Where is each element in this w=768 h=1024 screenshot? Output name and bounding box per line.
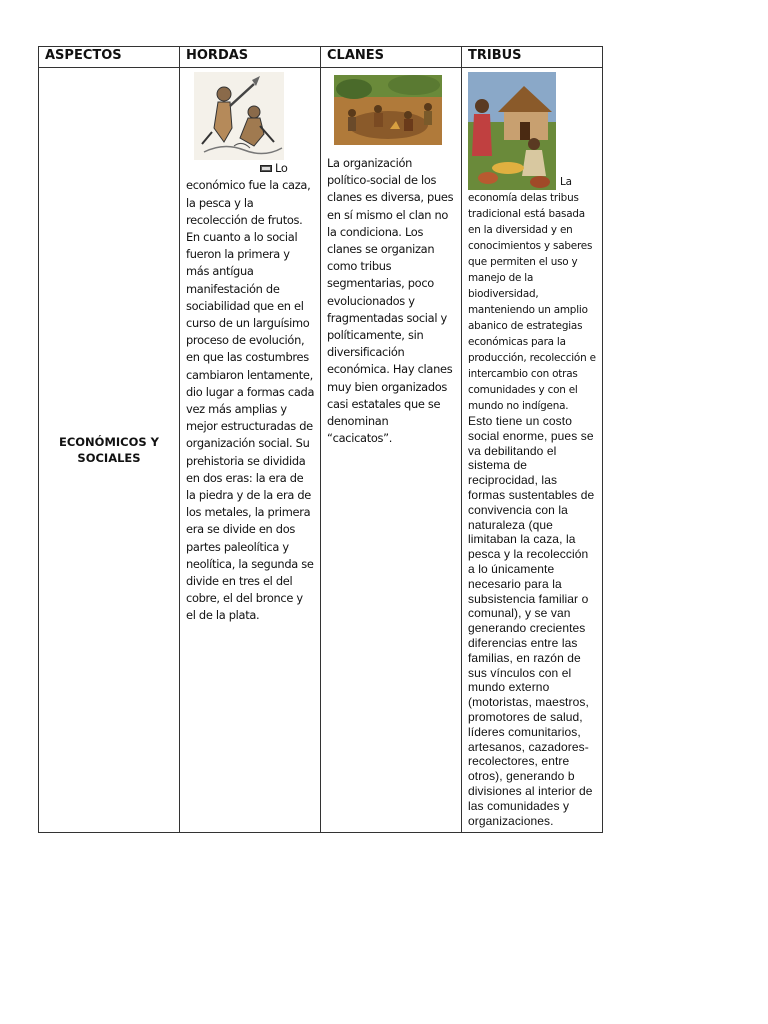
header-row	[39, 47, 603, 68]
clanes-text: La organización político-social de los clanes es diversa, pues en sí mismo el clan no la condiciona. Los clanes se organizan como tribus segmentarias, poco evolucionados y fragmentadas social y políticamente, sin diversificación económica. Hay clanes muy bien organizados casi estatales que se denominan “cacicatos”.	[327, 156, 454, 446]
hordas-cell	[180, 68, 321, 833]
small-image-placeholder-icon	[260, 160, 272, 177]
clan-scene-photo-icon	[334, 75, 442, 145]
tribus-text-a: La economía delas tribus tradicional está basada en la diversidad y en conocimientos y saberes que permiten el uso y manejo de la biodiversidad, manteniendo un amplio abanico de estrategias económicas para la producción, recolección e intercambio con otras comunidades y con el mundo no indígena.	[468, 176, 596, 412]
header-hordas: HORDAS	[180, 47, 321, 68]
aspect-label: ECONÓMICOS Y SOCIALES	[58, 435, 160, 465]
hordas-text: Lo económico fue la caza, la pesca y la recolección de frutos. En cuanto a lo social fueron la primera y más antígua manifestación de sociabilidad que en el curso de un larguísimo proceso de evolución, en que las costumbres cambiaron lentamente, dio lugar a formas cada vez más amplias y mejor estructuradas de organización social. Su prehistoria se dividida en dos eras: la era de la piedra y de la era de los metales, la primera era se divide en dos partes paleolítica y neolítica, la segunda se divide en tres el del cobre, el del bronce y el de la plata.	[186, 161, 315, 623]
clanes-cell	[321, 68, 462, 833]
tribus-cell	[462, 68, 603, 833]
hunters-illustration-icon	[194, 72, 284, 160]
aspect-cell	[39, 68, 180, 833]
header-clanes: CLANES	[321, 47, 462, 68]
header-tribus: TRIBUS	[462, 47, 603, 68]
comparison-table	[38, 46, 603, 833]
header-aspectos: ASPECTOS	[39, 47, 180, 68]
tribe-village-photo-icon	[468, 72, 556, 190]
tribus-text-b: Esto tiene un costo social enorme, pues se va debilitando el sistema de reciprocidad, las formas sustentables de convivencia con la naturaleza (que limitaban la caza, la pesca y la recolección a lo únicamente necesario para la subsistencia familiar o comunal), y se van generando crecientes diferencias entre las familias, en razón de sus vínculos con el mundo externo (motoristas, maestros, promotores de salud, líderes comunitarios, artesanos, cazadores-recolectores, entre otros), generando b divisiones al interior de las comunidades y organizaciones.	[468, 414, 595, 828]
table-row	[39, 68, 603, 833]
